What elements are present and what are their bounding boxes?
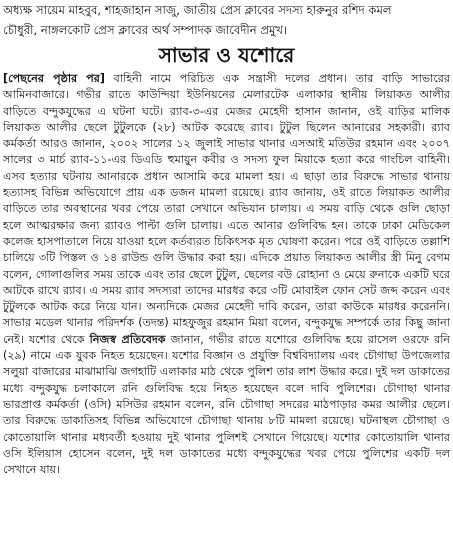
preceding-article-tail: [3, 0, 450, 40]
continued-from-tag: [পেছনের পৃষ্ঠার পর]: [3, 72, 105, 85]
intro-line-2: চৌধুরী, নাঙ্গলকোট প্রেস ক্লাবের অর্থ সম্পাদক জাবেদীন প্রমুখ।: [3, 23, 288, 37]
article-text-part-2: জানান, গভীর রাতে যশোরে গুলিবিদ্ধ হয়ে রাসেল ওরফে রনি (২৯) নামে এক যুবক নিহত হয়েছেন। যশোর বিজ্ঞান ও প্রযুক্তি বিশ্ববিদ্যালয় এবং চৌগাছা উপজেলার সলুয়া বাজারের মাঝামাঝি জগহাটি এলাকার মাঠ থেকে পুলিশ তার লাশ উদ্ধার করে। দুই দল ডাকাতের মধ্যে বন্দুকযুদ্ধ চলাকালে রনি গুলিবিদ্ধ হয়ে নিহত হয়েছেন বলে দাবি পুলিশের। চৌগাছা থানার ভারপ্রাপ্ত কর্মকর্তা (ওসি) মসিউর রহমান বলেন, রনি চৌগাছা সদরের মাঠপাড়ার কমর আলীর ছেলে। তার বিরুদ্ধে ডাকাতিসহ বিভিন্ন অভিযোগে চৌগাছা থানায় ৮টি মামলা রয়েছে। ঘটনাস্থল চৌগাছা ও কোতোয়ালি থানার মধ্যবর্তী হওয়ায় দুই থানার পুলিশই সেখানে গিয়েছে। যশোর কোতোয়ালি থানার ওসি ইলিয়াস হোসেন বলেন, দুই দল ডাকাতের মধ্যে বন্দুকযুদ্ধের খবর পেয়ে পুলিশের একটি দল সেখানে যায়।: [3, 332, 450, 477]
correspondent-label: নিজস্ব প্রতিবেদক: [89, 332, 166, 346]
article-headline: সাভার ও যশোরে: [158, 43, 295, 67]
article-text-part-1: বাহিনী নামে পরিচিত এক সন্ত্রাসী দলের প্রধান। তার বাড়ি সাভারের আমিনবাজারে। গভীর রাতে কাউন্দিয়া ইউনিয়নের মেলারটেক এলাকার স্থানীয় লিয়াকত আলীর বাড়িতে বন্দুকযুদ্ধের এ ঘটনা ঘটে। র‌্যাব-৩-এর মেজর মেহেদী হাসান জানান, ওই বাড়ির মালিক লিয়াকত আলীর ছেলে টুটুলকে (২৮) আটক করেছে র‌্যাব। টুটুল ছিলেন আনারের সহকারী। র‌্যাব কর্মকর্তা আরও জানান, ২০০২ সালের ১২ জুলাই সাভার থানার এসআই মতিউর রহমান এবং ২০০৭ সালের ৩ মার্চ র‌্যাব-১১-এর ডিএডি হুমায়ুন কবীর ও সদস্য ফুল মিয়াকে হত্যা করে গাংচিল বাহিনী। এসব হত্যার ঘটনায় আনারকে প্রধান আসামি করে মামলা হয়। এ ছাড়া তার বিরুদ্ধে সাভার থানায় হত্যাসহ বিভিন্ন অভিযোগে প্রায় এক ডজন মামলা রয়েছে। র‌্যাব জানায়, ওই রাতে লিয়াকত আলীর বাড়িতে তার অবস্থানের খবর পেয়ে তারা সেখানে অভিযান চালায়। এ সময় বাড়ি থেকে গুলি ছোড়া হলে আত্মরক্ষার জন্য র‌্যাবও পাল্টা গুলি চালায়। এতে আনার গুলিবিদ্ধ হন। তাকে ঢাকা মেডিকেল কলেজ হাসপাতালে নিয়ে যাওয়া হলে কর্তব্যরত চিকিৎসক মৃত ঘোষণা করেন। পরে ওই বাড়িতে তল্লাশি চালিয়ে ৩টি পিস্তল ও ১৪ রাউন্ড গুলি উদ্ধার করা হয়। এদিকে প্রয়াত লিয়াকত আলীর স্ত্রী মিনু বেগম বলেন, গোলাগুলির সময় তাকে এবং তার ছেলে টুটুল, ছেলের বউ রোহানা ও মেয়ে রুনাকে একটি ঘরে আটকে রাখে র‌্যাব। এ সময় র‌্যাব সদস্যরা তাদের মারধর করে ৩টি মোবাইল ফোন সেট জব্দ করেন এবং টুটুলকে আটক করে নিয়ে যান। অন্যদিকে মেজর মেহেদী দাবি করেন, তারা কাউকে মারধর করেননি। সাভার মডেল থানার পরিদর্শক (তদন্ত) মাহফুজুর রহমান মিয়া বলেন, বন্দুকযুদ্ধ সম্পর্কে তার কিছু জানা নেই। যশোর থেকে: [3, 72, 450, 346]
article-paragraph: [3, 71, 450, 478]
intro-line-1: অধ্যক্ষ সায়েম মাহবুব, শাহজাহান সাজু, জাতীয় প্রেস ক্লাবের সদস্য হারুনুর রশিদ কমল: [3, 3, 392, 17]
article-body: [3, 71, 450, 478]
